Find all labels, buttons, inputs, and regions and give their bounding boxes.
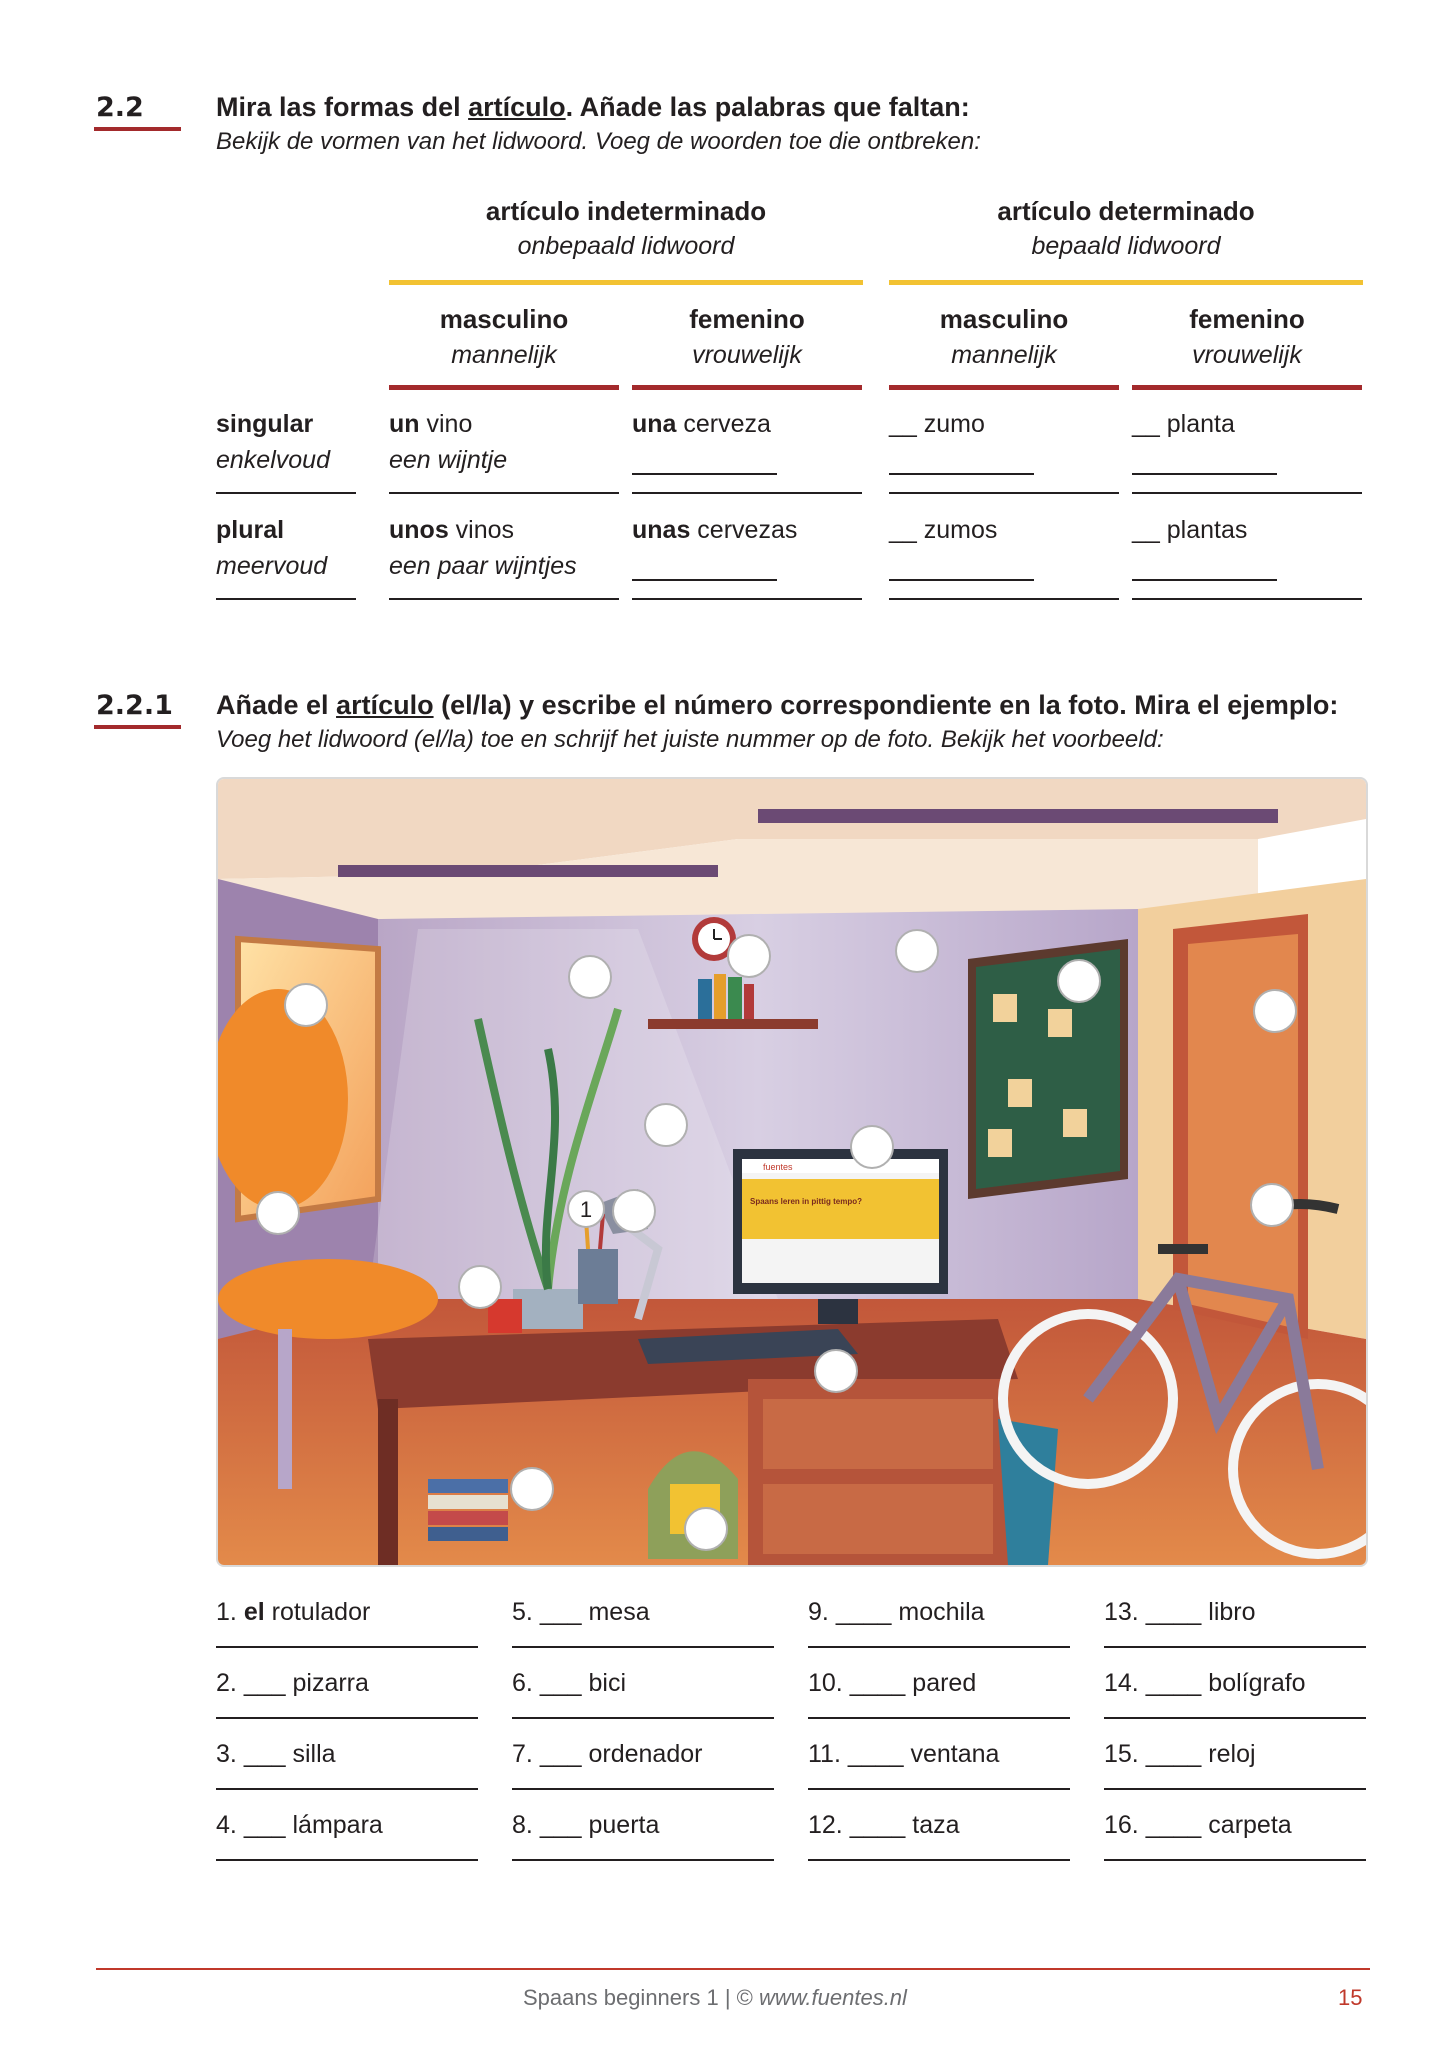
item-word: bici bbox=[588, 1669, 626, 1697]
footer-label: Spaans beginners 1 | © bbox=[523, 1985, 759, 2010]
article-blank[interactable]: ____ bbox=[849, 1811, 906, 1839]
row-label-plural-translation: meervoud bbox=[216, 552, 328, 580]
article: un bbox=[389, 410, 420, 438]
title-link-articulo[interactable]: artículo bbox=[468, 92, 566, 122]
title-text: Mira las formas del bbox=[216, 92, 469, 122]
row-label-plural: plural bbox=[216, 516, 285, 544]
article-blank[interactable]: ___ bbox=[243, 1740, 286, 1768]
column-subtitle: vrouwelijk bbox=[692, 341, 802, 369]
item-word: bolígrafo bbox=[1208, 1669, 1306, 1697]
exercise-item bbox=[1104, 1740, 1256, 1769]
item-number: 15. bbox=[1104, 1740, 1139, 1768]
exercise-item bbox=[512, 1740, 702, 1769]
row-divider bbox=[216, 598, 356, 600]
column-subtitle: mannelijk bbox=[951, 341, 1057, 369]
article-blank[interactable]: ____ bbox=[1145, 1598, 1202, 1626]
item-number: 13. bbox=[1104, 1598, 1139, 1626]
title-link-articulo[interactable]: artículo bbox=[336, 690, 434, 720]
title-text: . Añade las palabras que faltan: bbox=[565, 92, 970, 122]
column-title: masculino bbox=[439, 304, 569, 334]
column-bar bbox=[1132, 385, 1362, 390]
group-subtitle-definite: bepaald lidwoord bbox=[1031, 232, 1221, 260]
item-word: taza bbox=[912, 1811, 960, 1839]
page-number: 15 bbox=[1338, 1985, 1363, 2010]
item-word: mochila bbox=[898, 1598, 985, 1626]
article: una bbox=[632, 410, 677, 438]
section-subtitle: Voeg het lidwoord (el/la) toe en schrijf het juiste nummer op de foto. Bekijk het voorbeeld: bbox=[216, 726, 1164, 753]
answer-line[interactable] bbox=[216, 1717, 478, 1719]
row-divider bbox=[632, 598, 862, 600]
answer-line[interactable] bbox=[1104, 1788, 1366, 1790]
footer-text bbox=[523, 1985, 907, 2011]
cell-def-masc-singular: __ zumo bbox=[889, 410, 985, 438]
item-word: pizarra bbox=[292, 1669, 369, 1697]
item-number: 8. bbox=[512, 1811, 533, 1839]
article-blank[interactable]: ____ bbox=[847, 1740, 904, 1768]
footer-divider bbox=[96, 1968, 1370, 1970]
cell-indef-masc-plural bbox=[389, 516, 514, 545]
exercise-item bbox=[216, 1740, 336, 1769]
column-subtitle: mannelijk bbox=[451, 341, 557, 369]
article: unos bbox=[389, 516, 449, 544]
group-title-indefinite: artículo indeterminado bbox=[485, 196, 767, 226]
column-subtitle: vrouwelijk bbox=[1192, 341, 1302, 369]
exercise-item bbox=[808, 1811, 960, 1840]
item-article: el bbox=[243, 1598, 265, 1626]
item-number: 10. bbox=[808, 1669, 843, 1697]
article-blank[interactable]: ___ bbox=[539, 1740, 582, 1768]
answer-line[interactable] bbox=[808, 1646, 1070, 1648]
item-number: 14. bbox=[1104, 1669, 1139, 1697]
column-bar bbox=[632, 385, 862, 390]
group-title-definite: artículo determinado bbox=[997, 196, 1255, 226]
answer-line[interactable] bbox=[1104, 1717, 1366, 1719]
answer-blank[interactable] bbox=[632, 446, 777, 475]
exercise-item bbox=[1104, 1598, 1256, 1627]
item-number: 4. bbox=[216, 1811, 237, 1839]
item-word: rotulador bbox=[271, 1598, 371, 1626]
website-header-text: fuentes bbox=[763, 1162, 793, 1172]
item-number: 1. bbox=[216, 1598, 237, 1626]
article-blank[interactable]: ___ bbox=[243, 1669, 286, 1697]
cell-def-masc-plural: __ zumos bbox=[889, 516, 998, 544]
section-subtitle: Bekijk de vormen van het lidwoord. Voeg de woorden toe die ontbreken: bbox=[216, 128, 981, 155]
section-title bbox=[216, 92, 970, 123]
noun: vino bbox=[419, 410, 473, 438]
title-text: Añade el bbox=[216, 690, 337, 720]
answer-line[interactable] bbox=[216, 1788, 478, 1790]
article-blank[interactable]: ___ bbox=[243, 1811, 286, 1839]
item-word: lámpara bbox=[292, 1811, 383, 1839]
example-marker-number: 1 bbox=[579, 1197, 593, 1222]
article-blank[interactable]: ___ bbox=[539, 1669, 582, 1697]
article-blank[interactable]: ____ bbox=[1145, 1669, 1202, 1697]
exercise-item bbox=[216, 1811, 383, 1840]
website-headline: Spaans leren in pittig tempo? bbox=[750, 1197, 863, 1206]
row-divider bbox=[889, 598, 1119, 600]
item-word: reloj bbox=[1208, 1740, 1256, 1768]
exercise-item bbox=[512, 1598, 650, 1627]
column-title: masculino bbox=[939, 304, 1069, 334]
article-blank[interactable]: ___ bbox=[539, 1811, 582, 1839]
cell-translation: een paar wijntjes bbox=[389, 552, 577, 580]
item-number: 7. bbox=[512, 1740, 533, 1768]
row-divider bbox=[216, 492, 356, 494]
section-title bbox=[216, 690, 1338, 721]
noun: cervezas bbox=[690, 516, 798, 544]
row-divider bbox=[889, 492, 1119, 494]
item-number: 9. bbox=[808, 1598, 829, 1626]
item-number: 12. bbox=[808, 1811, 843, 1839]
item-number: 6. bbox=[512, 1669, 533, 1697]
footer-link[interactable]: www.fuentes.nl bbox=[758, 1985, 907, 2010]
exercise-item bbox=[1104, 1669, 1306, 1698]
exercise-item bbox=[216, 1669, 369, 1698]
row-divider bbox=[632, 492, 862, 494]
article-blank[interactable]: ____ bbox=[1145, 1811, 1202, 1839]
answer-line[interactable] bbox=[216, 1646, 478, 1648]
article-blank[interactable]: ____ bbox=[849, 1669, 906, 1697]
answer-line[interactable] bbox=[808, 1859, 1070, 1861]
answer-line[interactable] bbox=[1104, 1859, 1366, 1861]
item-number: 16. bbox=[1104, 1811, 1139, 1839]
item-word: pared bbox=[912, 1669, 977, 1697]
section-number: 2.2 bbox=[96, 92, 144, 123]
exercise-item bbox=[808, 1669, 976, 1698]
cell-indef-fem-singular bbox=[632, 410, 771, 439]
office-illustration bbox=[216, 777, 1368, 1567]
cell-indef-masc-singular bbox=[389, 410, 472, 439]
exercise-item bbox=[808, 1598, 985, 1627]
answer-blank[interactable] bbox=[889, 446, 1034, 475]
exercise-item bbox=[512, 1811, 659, 1840]
item-word: silla bbox=[292, 1740, 336, 1768]
article: unas bbox=[632, 516, 691, 544]
answer-line[interactable] bbox=[808, 1717, 1070, 1719]
item-word: mesa bbox=[588, 1598, 650, 1626]
answer-line[interactable] bbox=[808, 1788, 1070, 1790]
section-number-underline bbox=[94, 127, 181, 131]
cell-def-fem-plural: __ plantas bbox=[1132, 516, 1248, 544]
item-number: 2. bbox=[216, 1669, 237, 1697]
row-label-singular: singular bbox=[216, 410, 314, 438]
column-title: femenino bbox=[1189, 304, 1305, 334]
answer-blank[interactable] bbox=[632, 552, 777, 581]
item-word: ordenador bbox=[588, 1740, 703, 1768]
column-title: femenino bbox=[689, 304, 805, 334]
item-word: puerta bbox=[588, 1811, 660, 1839]
answer-line[interactable] bbox=[216, 1859, 478, 1861]
answer-blank[interactable] bbox=[1132, 552, 1277, 581]
article-blank[interactable]: ____ bbox=[835, 1598, 892, 1626]
section-number: 2.2.1 bbox=[96, 690, 173, 721]
article-blank[interactable]: ____ bbox=[1145, 1740, 1202, 1768]
group-subtitle-indefinite: onbepaald lidwoord bbox=[517, 232, 735, 260]
answer-line[interactable] bbox=[512, 1859, 774, 1861]
row-divider bbox=[389, 492, 619, 494]
exercise-item bbox=[216, 1598, 370, 1627]
exercise-item bbox=[808, 1740, 999, 1769]
exercise-item bbox=[1104, 1811, 1292, 1840]
article-blank[interactable]: ___ bbox=[539, 1598, 582, 1626]
item-word: carpeta bbox=[1208, 1811, 1292, 1839]
answer-line[interactable] bbox=[512, 1646, 774, 1648]
cell-def-fem-singular: __ planta bbox=[1132, 410, 1235, 438]
item-number: 11. bbox=[808, 1740, 841, 1768]
column-bar bbox=[889, 385, 1119, 390]
row-divider bbox=[1132, 598, 1362, 600]
group-bar-definite bbox=[889, 280, 1363, 285]
cell-indef-fem-plural bbox=[632, 516, 797, 545]
row-label-singular-translation: enkelvoud bbox=[216, 446, 330, 474]
item-word: ventana bbox=[910, 1740, 1000, 1768]
column-bar bbox=[389, 385, 619, 390]
cell-translation: een wijntje bbox=[389, 446, 508, 474]
item-number: 3. bbox=[216, 1740, 237, 1768]
noun: vinos bbox=[448, 516, 515, 544]
group-bar-indefinite bbox=[389, 280, 863, 285]
answer-blank[interactable] bbox=[1132, 446, 1277, 475]
row-divider bbox=[389, 598, 619, 600]
answer-blank[interactable] bbox=[889, 552, 1034, 581]
item-word: libro bbox=[1208, 1598, 1256, 1626]
answer-line[interactable] bbox=[512, 1788, 774, 1790]
answer-line[interactable] bbox=[1104, 1646, 1366, 1648]
title-text: (el/la) y escribe el número correspondiente en la foto. Mira el ejemplo: bbox=[433, 690, 1339, 720]
item-number: 5. bbox=[512, 1598, 533, 1626]
row-divider bbox=[1132, 492, 1362, 494]
exercise-item bbox=[512, 1669, 626, 1698]
noun: cerveza bbox=[676, 410, 771, 438]
answer-line[interactable] bbox=[512, 1717, 774, 1719]
section-number-underline bbox=[94, 725, 181, 729]
